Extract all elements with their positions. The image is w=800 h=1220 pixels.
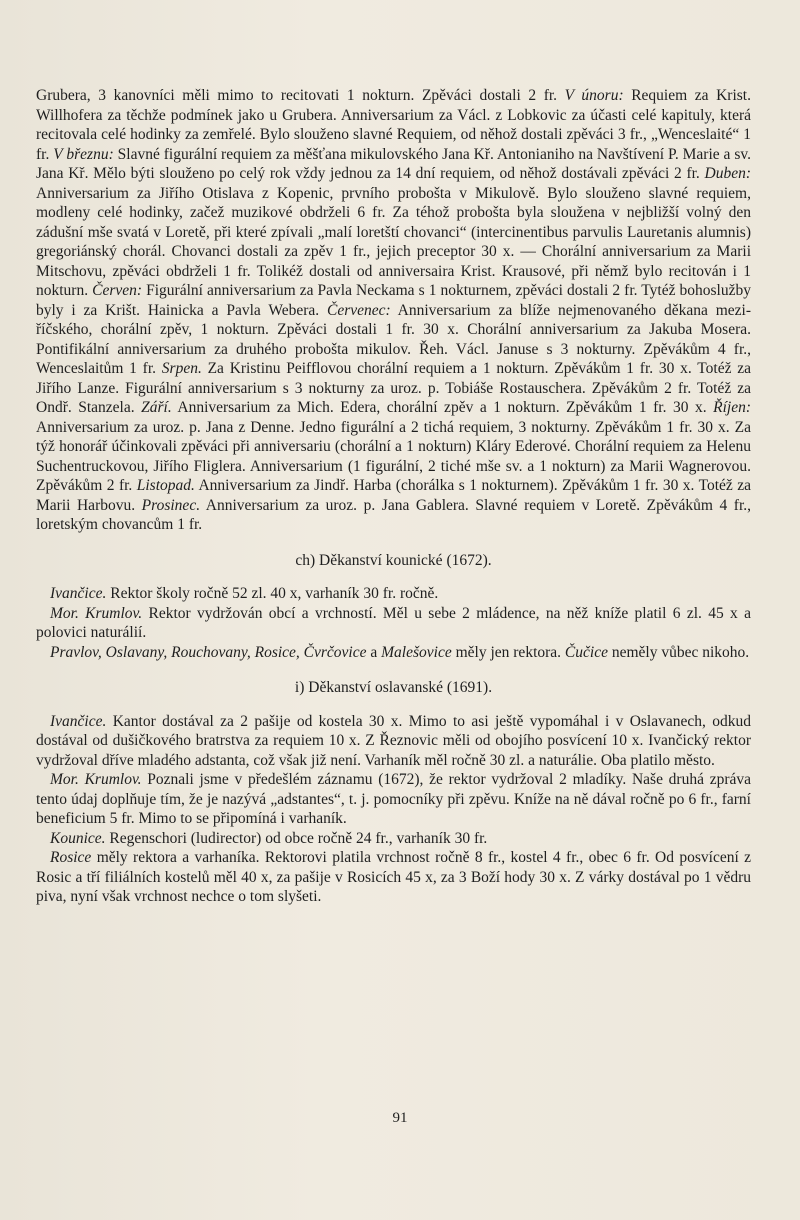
text-run: Za Kristinu Peifflovou chorální requiem a 1 nokturn. Zpěvákům 1 fr. 30 x. Totéž za Jiřího Lanze. Figurální anniversarium s 3 nokturny za uroz. p. Tobiáše Rostauschera. Zpěvákům 2 fr. Totéž za Ondř. Stanzela. [36, 360, 751, 416]
text-run: Rektor vydržován obcí a vrchností. Měl u sebe 2 mládence, na něž kníže platil 6 zl. 45 x a polovici naturálií. [36, 604, 752, 641]
month-heading-march: V březnu: [53, 145, 114, 163]
text-run: neměly vůbec nikoho. [607, 643, 750, 661]
text-run: Anniversarium za blíže nejmenovaného děkana mezi-říčského, chorální zpěv, 1 nokturn. Zpěváci dostali 1 fr. 30 x. Chorální anniversarium za Jakuba Mosera. Pontifikální anniversarium za druhého probošta mikulov. Řeh. Václ. Januse s 3 nokturny. Zpěvákům 4 fr., Wenceslaitům 1 fr. [36, 301, 751, 377]
place-name: Mor. Krumlov. [50, 771, 142, 788]
paragraph-other-places [36, 643, 751, 663]
place-name: Ivančice. [50, 585, 107, 602]
place-name: Mor. Krumlov. [50, 604, 143, 622]
month-heading-november: Listopad. [136, 477, 195, 494]
text-run: Kantor dostával za 2 pašije od kostela 30 x. Mimo to asi ještě vypomáhal i v Oslavanech, odkud dostával od dušičkového bratrstva za requiem 10 x. Z Řeznovic měli od obojího posvícení 10 x. Ivančický rektor vydržoval dříve mladého adstanta, což však již není. Varhaník měl ročně 30 zl. a naturálie. Oba platilo město. [36, 712, 751, 769]
month-heading-july: Červenec: [326, 301, 391, 319]
text-run: Slavné figurální requiem za měšťana mikulovského Jana Kř. Antonianiho na Navštívení P. Marie a sv. Jana Kř. Mělo býti slouženo po celý rok vždy jednou za 14 dní requiem, od něhož dostávali zpěváci 2 fr. [36, 145, 752, 182]
month-heading-september: Září. [141, 399, 172, 416]
text-run: Figurální anniversarium za Pavla Neckama s 1 nokturnem, zpěváci dostali 2 fr. Tytéž bohoslužby byly i za Krišt. Hainicka a Pavla Webera. [36, 282, 751, 319]
paragraph-kounice [36, 829, 751, 849]
month-heading-april: Duben: [704, 165, 751, 182]
paragraph-rosice [36, 848, 751, 907]
document-body [36, 86, 751, 907]
paragraph-krumlov-kounice [36, 604, 751, 643]
month-heading-october: Říjen: [713, 399, 752, 416]
section-heading-kounice: ch) Děkanství kounické (1672). [295, 551, 492, 569]
paragraph-krumlov-oslavany [36, 770, 751, 829]
paragraph-ivancice-kounice [36, 584, 751, 604]
text-run: a [366, 643, 382, 661]
place-name: Malešovice [381, 643, 452, 661]
text-run: Anniversarium za Mich. Edera, chorální zpěv a 1 nokturn. Zpěvákům 1 fr. 30 x. [171, 399, 714, 416]
text-run: Anniversarium za Jindř. Harba (chorálka s 1 nokturnem). Zpěvákům 1 fr. 30 x. Totéž za Marii Harbovu. [36, 477, 751, 514]
text-run: Anniversarium za uroz. p. Jana z Denne. Jedno figurální a 2 tichá requiem, 3 nokturny. Zpěvákům 1 fr. 30 x. Za týž honorář účinkovali zpěváci při anniversariu (chorální a 1 nokturn) Kláry Ederové. Chorální requiem za Helenu Suchentruckovou, Jiřího Fliglera. Anniversarium (1 figurální, 2 tiché mše sv. a 1 nokturn) za Marii Wagnerovou. Zpěvákům 2 fr. [36, 418, 751, 494]
text-run: Requiem za Krist. Willhofera za těchže podmínek jako u Grubera. Anniversarium za Václ. z Lobkovic za účasti celé kapituly, která recitovala celé hodinky za zemřelé. Bylo slouženo slavné Requiem, od něhož dostali zpěváci 3 fr., „Wenceslaité“ 1 fr. [36, 87, 751, 163]
intro-paragraph [36, 86, 751, 535]
place-name: Rosice [50, 849, 92, 866]
text-run: Poznali jsme v předešlém záznamu (1672), že rektor vydržoval 2 mladíky. Naše druhá zpráva tento údaj doplňuje tím, že je nazývá „adstantes“, t. j. pomocníky při zpěvu. Kníže na ně dával ročně po 6 fr., farní beneficium 5 fr. Mimo to se připomíná i varhaník. [36, 771, 751, 827]
text-run: Grubera, 3 kanovníci měli mimo to recitovati 1 nokturn. Zpěváci dostali 2 fr. [36, 87, 565, 104]
text-run: Anniversarium za uroz. p. Jana Gablera. Slavné requiem v Loretě. Zpěvákům 4 fr., loretským chovancům 1 fr. [36, 496, 752, 533]
place-name: Čučice [564, 643, 608, 661]
month-heading-august: Srpen. [161, 360, 202, 377]
paragraph-ivancice-oslavany [36, 712, 751, 771]
text-run: Regenschori (ludirector) od obce ročně 24 fr., varhaník 30 fr. [105, 829, 488, 847]
place-name: Kounice. [50, 829, 106, 847]
place-name: Ivančice. [50, 712, 107, 730]
month-heading-june: Červen: [92, 282, 143, 299]
text-run: měly jen rektora. [451, 643, 565, 661]
month-heading-december: Prosinec. [141, 496, 201, 514]
month-heading-february: V únoru: [564, 87, 624, 104]
page-number: 91 [392, 1110, 408, 1126]
place-names: Pravlov, Oslavany, Rouchovany, Rosice, Čvrčovice [50, 643, 367, 661]
text-run: Rektor školy ročně 52 zl. 40 x, varhaník 30 fr. ročně. [106, 585, 439, 602]
section-heading-oslavany: i) Děkanství oslavanské (1691). [294, 679, 493, 696]
text-run: měly rektora a varhaníka. Rektorovi platila vrchnost ročně 8 fr., kostel 4 fr., obec 6 fr. Od posvícení z Rosic a tří filiálních kostelů měl 40 x, za pašije v Rosicích 45 x, za 3 Boží hody 30 x. Z várky dostával po 1 vědru piva, nyní však vrchnost nechce o tom slyšeti. [36, 849, 751, 905]
text-run: Anniversarium za Jiřího Otislava z Kopenic, prvního probošta v Mikulově. Bylo slouženo slavné requiem, modleny celé hodinky, začež muzikové obdrželi 6 fr. Za téhož probošta byla sloužena v nejbližší volný den zádušní mše svatá v Loretě, při které zpívali „malí loretští chovanci“ (intercinentibus parvulis Lauretanis alumnis) gregoriánský chorál. Chovanci dostali za zpěv 1 fr., jejich preceptor 30 x. — Chorální anniversarium za Marii Mitschovu, zpěváci obdrželi 1 fr. Tolikéž dostali od anniversaira Krist. Krausové, při němž bylo recitován i 1 nokturn. [36, 184, 751, 299]
